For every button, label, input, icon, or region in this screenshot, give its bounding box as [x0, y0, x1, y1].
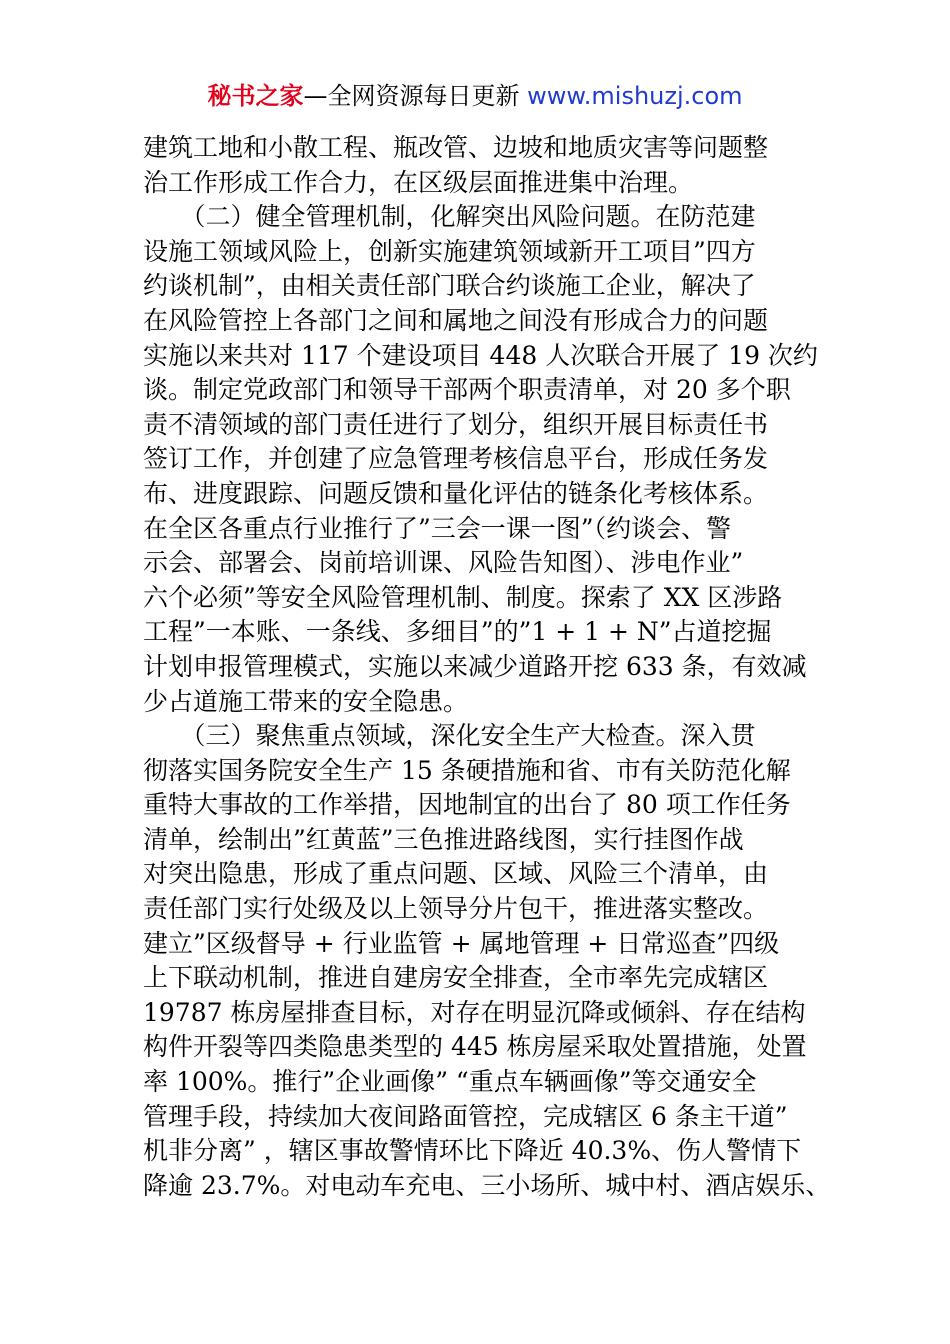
document-line: 对突出隐患，形成了重点问题、区域、风险三个清单，由 — [143, 859, 769, 889]
document-line: （三）聚焦重点领域，深化安全生产大检查。深入贯 — [143, 721, 756, 751]
document-line: 示会、部署会、岗前培训课、风险告知图）、涉电作业” — [143, 548, 744, 578]
document-line: 重特大事故的工作举措，因地制宜的出台了 80 项工作任务 — [143, 790, 791, 820]
document-line: 率 100%。推行”企业画像” “重点车辆画像”等交通安全 — [143, 1067, 757, 1097]
brand-name: 秘书之家 — [207, 82, 304, 110]
document-line: 治工作形成工作合力，在区级层面推进集中治理。 — [143, 167, 694, 197]
document-line: 六个必须”等安全风险管理机制、制度。探索了 XX 区涉路 — [143, 582, 783, 612]
document-line: 设施工领域风险上，创新实施建筑领域新开工项目”四方 — [143, 236, 756, 266]
document-line: 布、进度跟踪、问题反馈和量化评估的链条化考核体系。 — [143, 478, 769, 508]
document-line: 建筑工地和小散工程、瓶改管、边坡和地质灾害等问题整 — [143, 133, 769, 162]
document-line: 上下联动机制，推进自建房安全排查，全市率先完成辖区 — [143, 963, 769, 993]
document-line: 工程”一本账、一条线、多细目”的”1 + 1 + N”占道挖掘 — [143, 617, 772, 647]
header-tagline: —全网资源每日更新 — [303, 82, 520, 110]
document-line: 在全区各重点行业推行了”三会一课一图”（约谈会、警 — [143, 513, 732, 543]
document-line: 少占道施工带来的安全隐患。 — [143, 686, 469, 716]
document-line: 约谈机制”，由相关责任部门联合约谈施工企业，解决了 — [143, 271, 756, 301]
document-line: 责任部门实行处级及以上领导分片包干，推进落实整改。 — [143, 894, 769, 924]
document-line: 机非分离” ，辖区事故警情环比下降近 40.3%、伤人警情下 — [143, 1136, 802, 1166]
document-line: 签订工作，并创建了应急管理考核信息平台，形成任务发 — [143, 444, 769, 474]
site-url-link[interactable]: www.mishuzj.com — [527, 82, 743, 110]
document-line: 构件开裂等四类隐患类型的 445 栋房屋采取处置措施，处置 — [143, 1032, 807, 1062]
document-line: 责不清领域的部门责任进行了划分，组织开展目标责任书 — [143, 409, 769, 439]
document-line: （二）健全管理机制，化解突出风险问题。在防范建 — [143, 202, 756, 232]
document-line: 清单，绘制出”红黄蓝”三色推进路线图，实行挂图作战 — [143, 824, 744, 854]
document-body — [143, 131, 831, 1203]
document-line: 19787 栋房屋排查目标，对存在明显沉降或倾斜、存在结构 — [143, 997, 806, 1027]
document-line: 降逾 23.7%。对电动车充电、三小场所、城中村、酒店娱乐、 — [143, 1170, 831, 1200]
document-line: 在风险管控上各部门之间和属地之间没有形成合力的问题 — [143, 305, 769, 335]
document-line: 计划申报管理模式，实施以来减少道路开挖 633 条，有效减 — [143, 651, 807, 681]
document-line: 谈。制定党政部门和领导干部两个职责清单，对 20 多个职 — [143, 375, 791, 405]
document-line: 建立”区级督导 + 行业监管 + 属地管理 + 日常巡查”四级 — [143, 928, 780, 958]
document-line: 彻落实国务院安全生产 15 条硬措施和省、市有关防范化解 — [143, 755, 791, 785]
site-header — [0, 80, 950, 112]
document-line: 管理手段，持续加大夜间路面管控，完成辖区 6 条主干道” — [143, 1101, 788, 1131]
document-line: 实施以来共对 117 个建设项目 448 人次联合开展了 19 次约 — [143, 340, 818, 370]
